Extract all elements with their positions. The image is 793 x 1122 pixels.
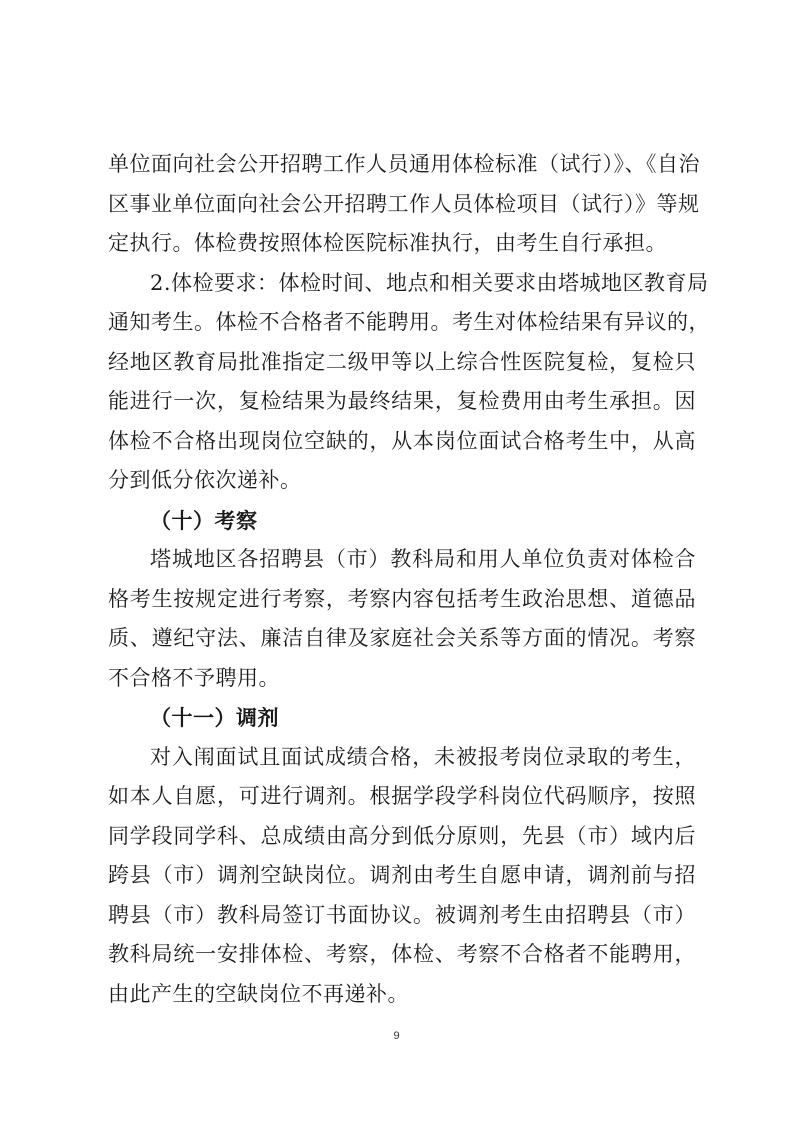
text-line: 如本人自愿，可进行调剂。根据学段学科岗位代码顺序，按照 bbox=[108, 784, 696, 808]
text-line: 跨县（市）调剂空缺岗位。调剂由考生自愿申请，调剂前与招 bbox=[108, 863, 696, 887]
text-line: 不合格不予聘用。 bbox=[108, 665, 280, 690]
text-line: 分到低分依次递补。 bbox=[108, 468, 302, 492]
text-line: 格考生按规定进行考察，考察内容包括考生政治思想、道德品 bbox=[108, 586, 696, 611]
text-line: 经地区教育局批准指定二级甲等以上综合性医院复检，复检只 bbox=[108, 349, 696, 374]
text-line: 单位面向社会公开招聘工作人员通用体检标准（试行）》、《自治 bbox=[108, 152, 700, 176]
section-heading-inspection: （十）考察 bbox=[150, 507, 258, 533]
text-line: 通知考生。体检不合格者不能聘用。考生对体检结果有异议的， bbox=[108, 310, 710, 334]
text-line: 塔城地区各招聘县（市）教科局和用人单位负责对体检合 bbox=[150, 547, 696, 571]
text-line: 定执行。体检费按照体检医院标准执行，由考生自行承担。 bbox=[108, 231, 667, 255]
text-line: 能进行一次，复检结果为最终结果，复检费用由考生承担。因 bbox=[108, 389, 696, 413]
text-line: 体检不合格出现岗位空缺的，从本岗位面试合格考生中，从高 bbox=[108, 428, 696, 453]
text-line: 聘县（市）教科局签订书面协议。被调剂考生由招聘县（市） bbox=[108, 902, 696, 927]
text-line: 教科局统一安排体检、考察，体检、考察不合格者不能聘用， bbox=[108, 942, 696, 966]
text-line: 由此产生的空缺岗位不再递补。 bbox=[108, 981, 409, 1006]
text-line: 对入闱面试且面试成绩合格，未被报考岗位录取的考生， bbox=[150, 744, 696, 769]
text-line: 区事业单位面向社会公开招聘工作人员体检项目（试行）》等规 bbox=[108, 191, 700, 216]
section-heading-adjustment: （十一）调剂 bbox=[150, 705, 279, 730]
text-line: 质、遵纪守法、廉洁自律及家庭社会关系等方面的情况。考察 bbox=[108, 626, 696, 650]
text-line: 同学段同学科、总成绩由高分到低分原则，先县（市）域内后 bbox=[108, 823, 696, 848]
document-body bbox=[108, 145, 710, 1014]
text-line: 2.体检要求：体检时间、地点和相关要求由塔城地区教育局 bbox=[150, 270, 709, 295]
page-number: 9 bbox=[393, 1030, 400, 1042]
